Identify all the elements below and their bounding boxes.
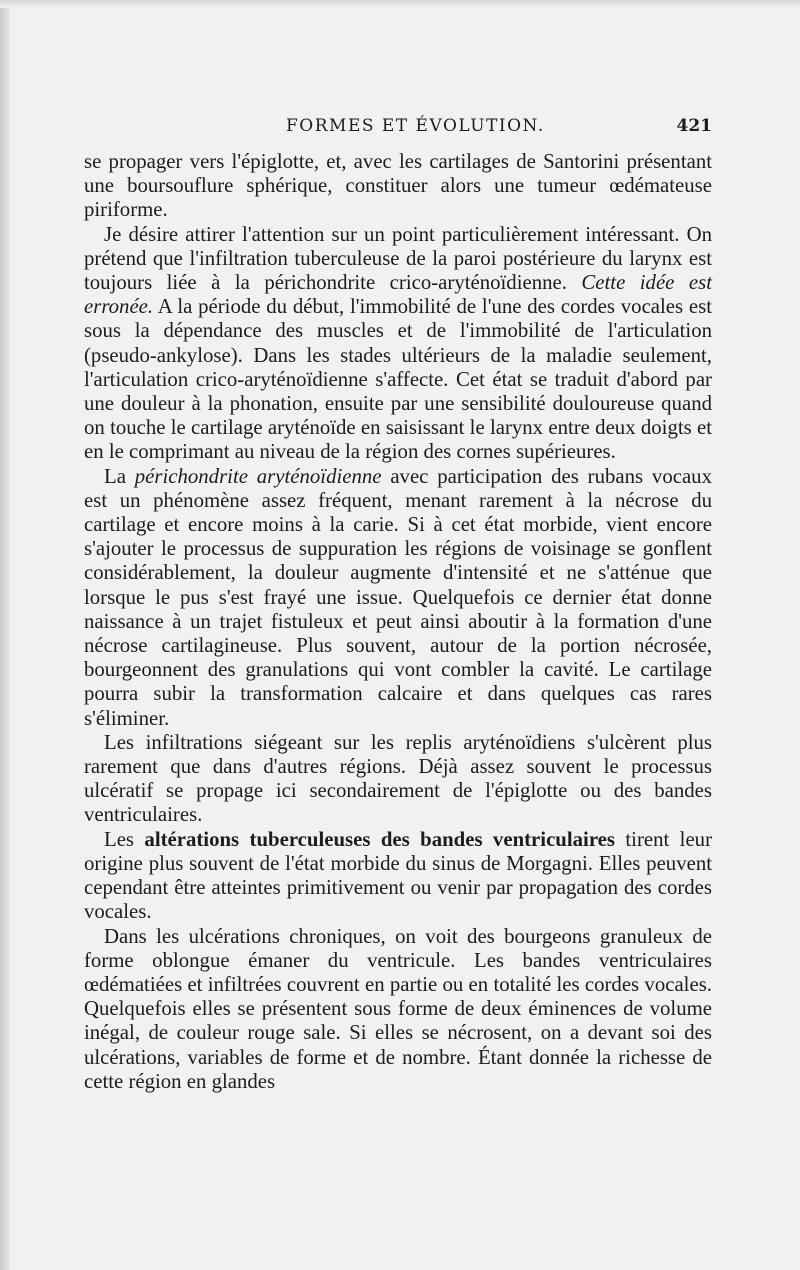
italic-emphasis: Cette idée est erronée.: [84, 271, 712, 319]
paragraph-lead: La: [104, 464, 135, 488]
paragraph-perichondritis: [84, 465, 712, 731]
paragraph-aryepiglottic-folds: [84, 731, 712, 828]
bold-heading-term: altérations tuberculeuses des bandes ventriculaires: [144, 827, 615, 851]
paragraph-text: Les infiltrations siégeant sur les replis aryténoïdiens s'ulcèrent plus rarement que dans d'autres régions. Déjà assez souvent le processus ulcératif se propage ici secondairement de l'épiglotte ou des bandes ventriculaires.: [84, 730, 712, 827]
page-number: 421: [676, 116, 712, 136]
paragraph-lead: Les: [104, 827, 145, 851]
paragraph-tail: A la période du début, l'immobilité de l'une des cordes vocales est sous la dépendance des muscles et de l'immobilité de l'articulation (pseudo-ankylose). Dans les stades ultérieurs de la maladie seulement, l'articulation crico-aryténoïdienne s'affecte. Cet état se traduit d'abord par une douleur à la phonation, ensuite par une sensibilité douloureuse quand on touche le cartilage aryténoïde en saisissant le larynx entre deux doigts et en le comprimant au niveau de la région des cornes supérieures.: [84, 295, 712, 464]
body-text: [84, 150, 712, 1094]
italic-term: périchondrite aryténoïdienne: [134, 464, 382, 488]
paragraph-continuation: [84, 150, 712, 223]
paragraph-tail: tirent leur origine plus souvent de l'état morbide du sinus de Morgagni. Elles peuvent cependant être atteintes primitivement ou venir par propagation des cordes vocales.: [84, 827, 712, 924]
page-edge-shadow: [0, 0, 10, 1270]
paragraph-tail: avec participation des rubans vocaux est un phénomène assez fréquent, menant rarement à la nécrose du cartilage et encore moins à la carie. Si à cet état morbide, vient encore s'ajouter le processus de suppuration les régions de voisinage se gonflent considérablement, la douleur augmente d'intensité et ne s'atténue que lorsque le pus s'est frayé une issue. Quelquefois ce dernier état donne naissance à un trajet fistuleux et peut ainsi aboutir à la formation d'une nécrose cartilagineuse. Plus souvent, autour de la portion nécrosée, bourgeonnent des granulations qui vont combler la cavité. Le cartilage pourra subir la transformation calcaire et dans quelques cas rares s'éliminer.: [84, 464, 712, 730]
paragraph-ventricular-bands: [84, 828, 712, 925]
paragraph-cricoarytenoid: [84, 223, 712, 465]
running-header: [84, 116, 712, 142]
paragraph-lead: Je désire attirer l'attention sur un point particulièrement intéressant. On prétend que l'infiltration tuberculeuse de la paroi postérieure du larynx est toujours liée à la périchondrite crico-aryténoïdienne.: [84, 222, 712, 295]
paragraph-text: Dans les ulcérations chroniques, on voit des bourgeons granuleux de forme oblongue émaner du ventricule. Les bandes ventriculaires œdématiées et infiltrées couvrent en partie ou en totalité les cordes vocales. Quelquefois elles se présentent sous forme de deux éminences de volume inégal, de couleur rouge sale. Si elles se nécrosent, on a devant soi des ulcérations, variables de forme et de nombre. Étant donnée la richesse de cette région en glandes: [84, 924, 712, 1093]
paragraph-text: se propager vers l'épiglotte, et, avec les cartilages de Santorini présentant une boursouflure sphérique, constituer alors une tumeur œdémateuse piriforme.: [84, 150, 712, 222]
page-top-shadow: [0, 0, 800, 8]
running-title: FORMES ET ÉVOLUTION.: [286, 116, 545, 136]
paragraph-chronic-ulcerations: [84, 925, 712, 1094]
